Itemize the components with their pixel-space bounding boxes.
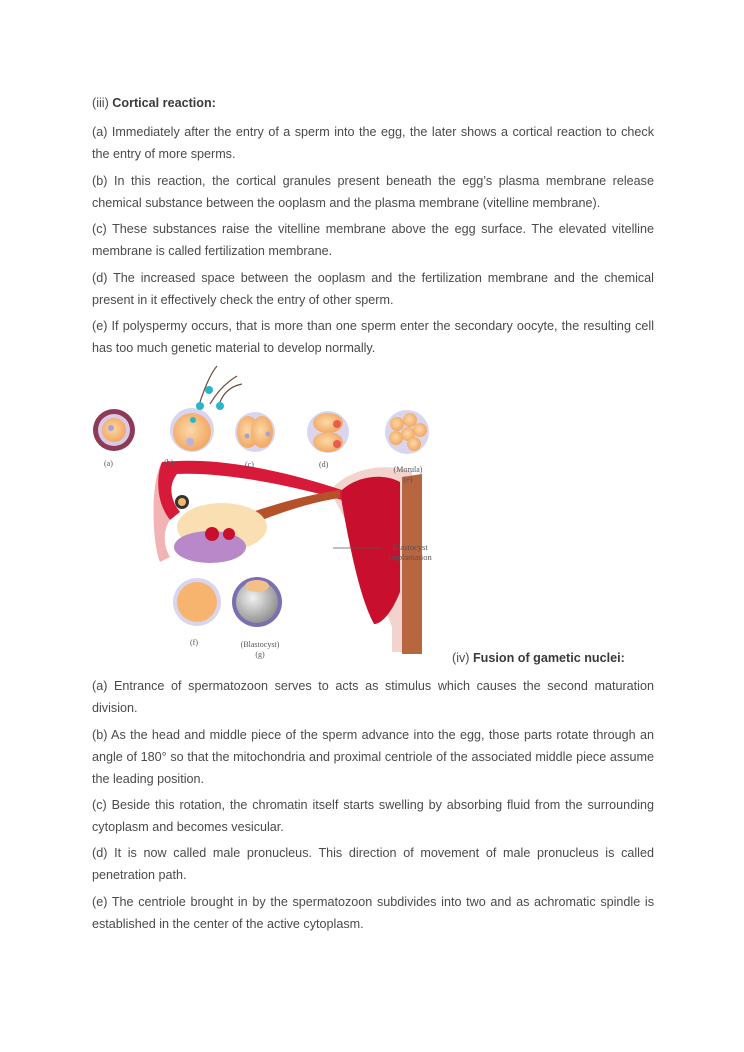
label-blastocyst: (Blastocyst)	[240, 640, 280, 649]
label-stage-b: (b)	[164, 458, 174, 467]
label-stage-e	[386, 465, 430, 485]
stage-f-icon	[173, 578, 221, 626]
section-iii-heading	[92, 92, 216, 114]
label-stage-g	[234, 640, 286, 660]
section-iii-para-e: (e) If polyspermy occurs, that is more than one sperm enter the secondary oocyte, the resulting cell has too much genetic material to develop normally.	[92, 319, 654, 355]
section-iii-para-b: (b) In this reaction, the cortical granules present beneath the egg’s plasma membrane release chemical substance between the ooplasm and the plasma membrane (vitelline membrane).	[92, 174, 654, 210]
stage-a-oocyte-icon	[93, 409, 135, 451]
section-iv-para-e: (e) The centriole brought in by the spermatozoon subdivides into two and as achromatic spindle is established in the center of the active cytoplasm.	[92, 895, 654, 931]
label-g: (g)	[255, 650, 265, 659]
callout-line-2: Implantation	[388, 552, 432, 562]
section-iv-heading	[452, 647, 625, 669]
section-iv-prefix: (iv)	[452, 651, 470, 665]
section-iv-title: Fusion of gametic nuclei:	[472, 651, 625, 665]
label-morula: (Morula)	[393, 465, 423, 474]
stage-b-fertilization-icon	[170, 366, 242, 452]
stage-d-four-cell-icon	[307, 411, 349, 453]
section-iv-para-c: (c) Beside this rotation, the chromatin itself starts swelling by absorbing fluid from the surrounding cytoplasm and becomes vesicular.	[92, 798, 654, 834]
label-blastocyst-implantation	[380, 542, 440, 562]
callout-line-1: Blastocyst	[392, 542, 428, 552]
section-iii-para-a: (a) Immediately after the entry of a sperm into the egg, the later shows a cortical reaction to check the entry of more sperms.	[92, 125, 654, 161]
section-iii-para-d: (d) The increased space between the ooplasm and the fertilization membrane and the chemical present in it effectively check the entry of other sperm.	[92, 271, 654, 307]
label-e: (e)	[403, 475, 413, 484]
section-iii-title: Cortical reaction:	[112, 96, 216, 110]
diagram-illustration	[92, 362, 452, 664]
section-iv-para-b: (b) As the head and middle piece of the sperm advance into the egg, those parts rotate through an angle of 180° so that the mitochondria and proximal centriole of the associated middle piece assume the leading position.	[92, 728, 654, 786]
stage-c-two-cell-icon	[235, 412, 275, 452]
label-stage-c: (c)	[245, 460, 254, 469]
stage-g-blastocyst-icon	[232, 577, 282, 627]
label-stage-a: (a)	[104, 459, 113, 468]
label-stage-d: (d)	[319, 460, 329, 469]
section-iii-prefix: (iii)	[92, 96, 109, 110]
section-iii-para-c: (c) These substances raise the vitelline membrane above the egg surface. The elevated vitelline membrane is called fertilization membrane.	[92, 222, 654, 258]
stage-e-morula-icon	[385, 410, 429, 454]
label-stage-f: (f)	[190, 638, 198, 647]
section-iv-para-a: (a) Entrance of spermatozoon serves to acts as stimulus which causes the second maturation division.	[92, 679, 654, 715]
fertilization-implantation-diagram	[92, 362, 452, 664]
section-iv-para-d: (d) It is now called male pronucleus. This direction of movement of male pronucleus is called penetration path.	[92, 846, 654, 882]
